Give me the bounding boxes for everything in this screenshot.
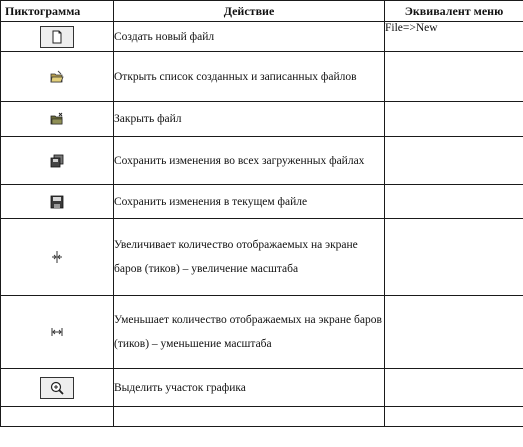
new-file-icon [49, 29, 65, 45]
select-region-icon [49, 380, 65, 396]
action-cell: Уменьшает количество отображаемых на экране баров (тиков) – уменьшение масштаба [114, 296, 385, 369]
table-row [1, 185, 523, 219]
close-file-icon [49, 111, 65, 127]
icon-cell [1, 137, 114, 185]
icon-cell [1, 185, 114, 219]
action-cell: Выделить участок графика [114, 369, 385, 407]
save-all-icon [49, 153, 65, 169]
table-row [1, 102, 523, 137]
table-row [1, 52, 523, 102]
icon-cell [1, 52, 114, 102]
menu-cell [385, 102, 523, 137]
menu-cell [385, 369, 523, 407]
menu-cell [385, 185, 523, 219]
icon-cell [1, 296, 114, 369]
menu-cell [385, 52, 523, 102]
icon-cell [1, 219, 114, 296]
menu-cell [385, 219, 523, 296]
icon-cell [1, 102, 114, 137]
table-row [1, 219, 523, 296]
table-row [1, 296, 523, 369]
icon-cell [1, 22, 114, 52]
table-header-row [1, 1, 523, 22]
header-icon: Пиктограмма [1, 1, 114, 22]
open-folder-icon [49, 69, 65, 85]
table-row [1, 137, 523, 185]
table-row [1, 22, 523, 52]
action-cell [114, 407, 385, 427]
menu-cell: File=>New [385, 22, 523, 52]
select-region-button [40, 377, 74, 399]
menu-cell [385, 137, 523, 185]
zoom-out-bars-icon [49, 324, 65, 340]
zoom-in-bars-icon [49, 249, 65, 265]
icon-cell [1, 369, 114, 407]
action-cell: Сохранить изменения в текущем файле [114, 185, 385, 219]
table-row-partial [1, 407, 523, 427]
menu-cell [385, 407, 523, 427]
table-row [1, 369, 523, 407]
header-action: Действие [114, 1, 385, 22]
action-cell: Закрыть файл [114, 102, 385, 137]
new-file-button [40, 26, 74, 48]
menu-cell [385, 296, 523, 369]
icon-cell [1, 407, 114, 427]
save-icon [49, 194, 65, 210]
action-cell: Открыть список созданных и записанных файлов [114, 52, 385, 102]
action-cell: Сохранить изменения во всех загруженных файлах [114, 137, 385, 185]
action-cell: Увеличивает количество отображаемых на экране баров (тиков) – увеличение масштаба [114, 219, 385, 296]
action-cell: Создать новый файл [114, 22, 385, 52]
header-menu: Эквивалент меню [385, 1, 523, 22]
